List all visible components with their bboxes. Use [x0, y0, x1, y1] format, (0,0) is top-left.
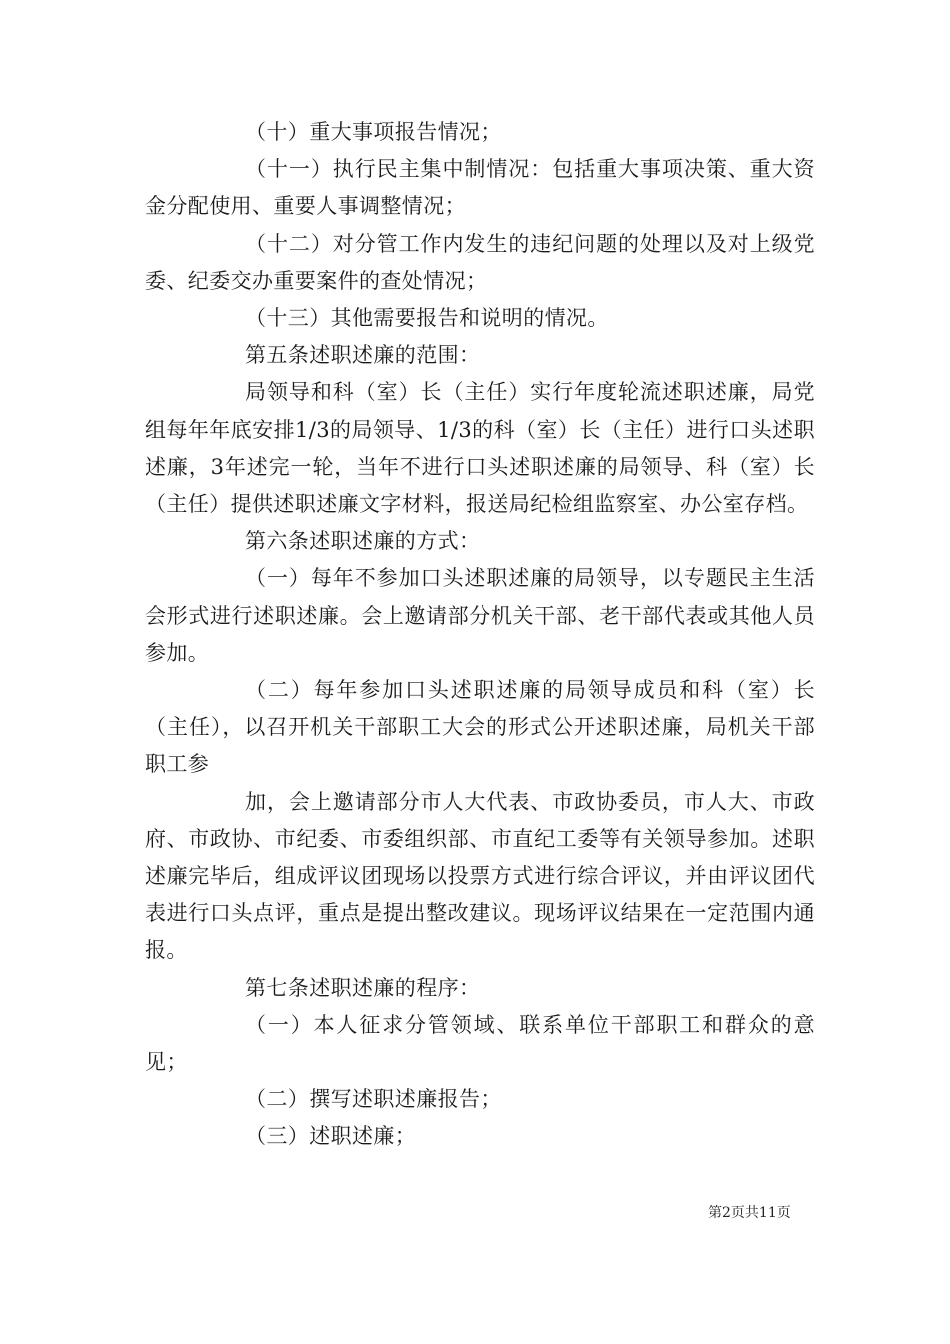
paragraph-item-10: （十）重大事项报告情况； — [245, 120, 502, 144]
article-7-item-2: （二）撰写述职述廉报告； — [245, 1087, 502, 1112]
document-body — [145, 114, 815, 1156]
article-6-item-1: （一）每年不参加口头述职述廉的局领导，以专题民主生活会形式进行述职述廉。会上邀请部分机关干部、老干部代表或其他人员参加。 — [145, 566, 815, 665]
page-number: 第2页共11页 — [708, 1205, 791, 1221]
paragraph-item-13: （十三）其他需要报告和说明的情况。 — [245, 306, 609, 331]
article-6-item-2: （二）每年参加口头述职述廉的局领导成员和科（室）长（主任），以召开机关干部职工大会的形式公开述职述廉，局机关干部职工参 — [145, 678, 815, 777]
article-7-heading: 第七条述职述廉的程序： — [245, 975, 481, 1000]
article-5-body: 局领导和科（室）长（主任）实行年度轮流述职述廉，局党组每年年底安排1/3的局领导、1/3的科（室）长（主任）进行口头述职述廉，3年述完一轮，当年不进行口头述职述廉的局领导、科（室）长（主任）提供述职述廉文字材料，报送局纪检组监察室、办公室存档。 — [145, 380, 815, 517]
article-6-item-2-continued: 加，会上邀请部分市人大代表、市政协委员，市人大、市政府、市政协、市纪委、市委组织部、市直纪工委等有关领导参加。述职述廉完毕后，组成评议团现场以投票方式进行综合评议，并由评议团代表进行口头点评，重点是提出整改建议。现场评议结果在一定范围内通报。 — [145, 789, 815, 963]
article-7-item-1: （一）本人征求分管领域、联系单位干部职工和群众的意见； — [145, 1012, 815, 1075]
article-7-item-3: （三）述职述廉； — [245, 1124, 417, 1149]
article-5-heading: 第五条述职述廉的范围： — [245, 343, 481, 368]
paragraph-item-11: （十一）执行民主集中制情况：包括重大事项决策、重大资金分配使用、重要人事调整情况； — [145, 157, 815, 219]
paragraph-item-12: （十二）对分管工作内发生的违纪问题的处理以及对上级党委、纪委交办重要案件的查处情况； — [145, 231, 815, 293]
article-6-heading: 第六条述职述廉的方式： — [245, 529, 481, 554]
